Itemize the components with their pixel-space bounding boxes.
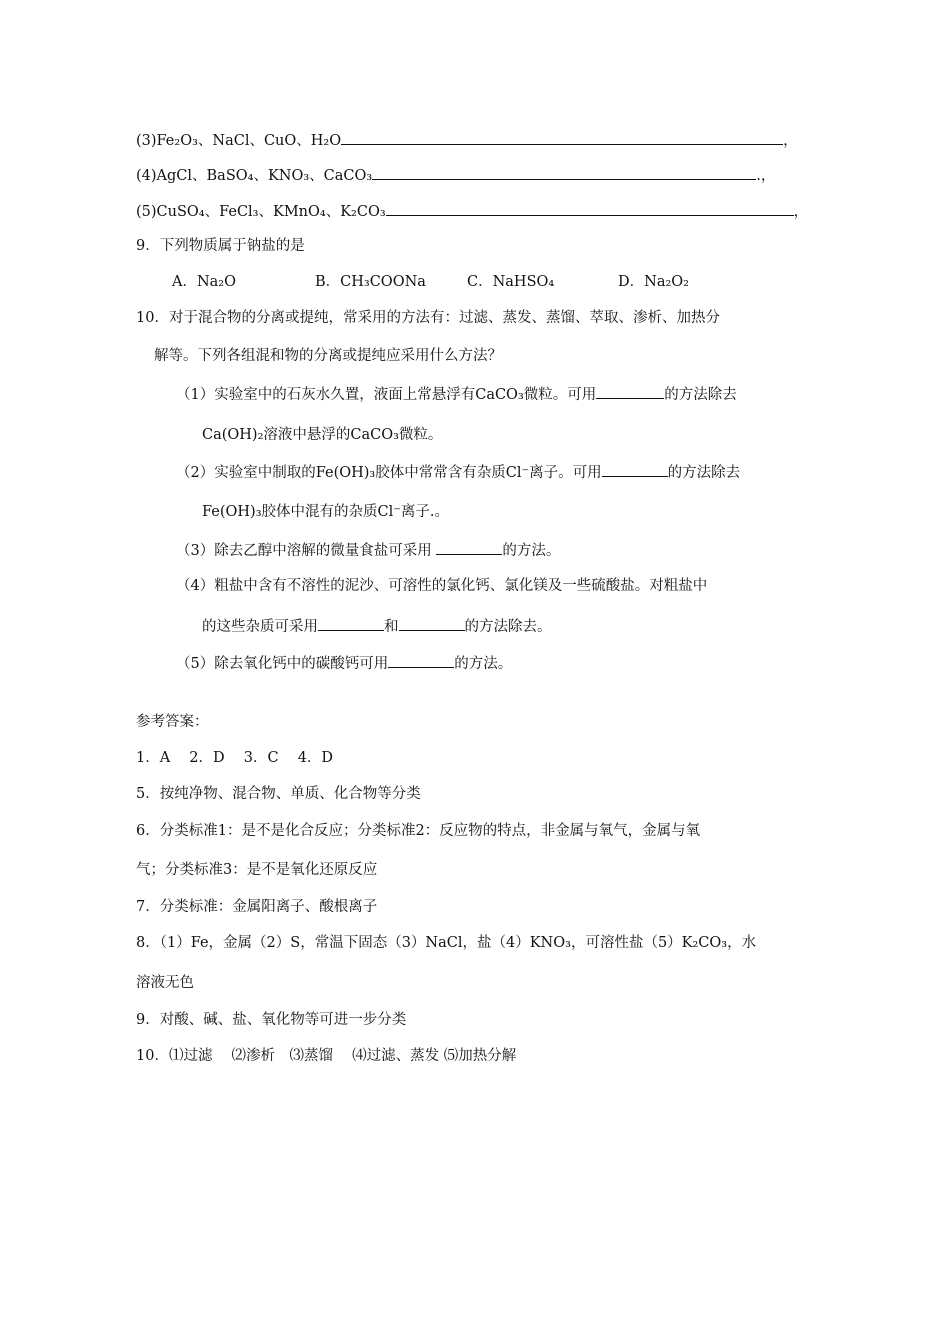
q10-sub-2-tail: 的方法除去 <box>667 465 741 481</box>
q10-sub-1-tail: 的方法除去 <box>664 387 737 403</box>
q10-sub-1-text: （1）实验室中的石灰水久置，液面上常悬浮有CaCO₃微粒。可用 <box>176 387 597 403</box>
answers-heading: 参考答案： <box>136 714 209 730</box>
q10-sub-2 <box>176 462 740 483</box>
answer-blank[interactable] <box>388 653 454 668</box>
q10-sub-3-text: （3）除去乙醇中溶解的微量食盐可采用 <box>176 543 437 559</box>
q8-item-5-comma: ， <box>793 204 809 220</box>
q10-stem-line-1: 10．对于混合物的分离或提纯，常采用的方法有：过滤、蒸发、蒸馏、萃取、渗析、加热分 <box>136 310 720 326</box>
q9-stem: 9．下列物质属于钠盐的是 <box>136 238 305 254</box>
q10-sub-5-text: （5）除去氧化钙中的碳酸钙可用 <box>176 656 389 672</box>
answer-6-line-2: 气；分类标准3：是不是氧化还原反应 <box>136 862 378 878</box>
q8-item-4 <box>136 165 775 186</box>
q10-sub-2-text: （2）实验室中制取的Fe(OH)₃胶体中常常含有杂质Cl⁻离子。可用 <box>176 465 602 481</box>
q8-item-4-comma: .， <box>756 168 776 184</box>
q9-option-b[interactable]: B．CH₃COONa <box>315 274 426 290</box>
answer-9: 9．对酸、碱、盐、氧化物等可进一步分类 <box>136 1012 407 1028</box>
q10-sub-4-cont <box>202 616 552 637</box>
answer-blank[interactable] <box>399 616 465 631</box>
q10-stem-line-2: 解等。下列各组混和物的分离或提纯应采用什么方法？ <box>154 348 502 364</box>
answer-10: 10．⑴过滤 ⑵渗析 ⑶蒸馏 ⑷过滤、蒸发 ⑸加热分解 <box>136 1048 517 1064</box>
answer-5: 5．按纯净物、混合物、单质、化合物等分类 <box>136 786 421 802</box>
answer-8-line-1: 8．（1）Fe，金属（2）S，常温下固态（3）NaCl，盐（4）KNO₃，可溶性盐（5）K₂CO₃，水 <box>136 935 757 951</box>
q8-item-3 <box>136 130 798 151</box>
answer-blank[interactable] <box>318 616 384 631</box>
q10-sub-4-tail: 的方法除去。 <box>464 619 552 635</box>
q8-item-5 <box>136 201 808 222</box>
q10-sub-2-cont: Fe(OH)₃胶体中混有的杂质Cl⁻离子.。 <box>202 504 450 520</box>
answer-1-4: 1．A 2．D 3．C 4．D <box>136 750 334 766</box>
answer-blank[interactable] <box>372 165 756 180</box>
q9-option-c[interactable]: C．NaHSO₄ <box>467 274 555 290</box>
answer-blank[interactable] <box>341 130 783 145</box>
q8-item-3-text: (3)Fe₂O₃、NaCl、CuO、H₂O <box>136 133 342 149</box>
q10-sub-1-cont: Ca(OH)₂溶液中悬浮的CaCO₃微粒。 <box>202 427 443 443</box>
q10-sub-5-tail: 的方法。 <box>454 656 513 672</box>
answer-blank[interactable] <box>602 462 668 477</box>
q10-sub-5 <box>176 653 512 674</box>
q10-sub-4: （4）粗盐中含有不溶性的泥沙、可溶性的氯化钙、氯化镁及一些硫酸盐。对粗盐中 <box>176 578 708 594</box>
answer-blank[interactable] <box>436 540 502 555</box>
q10-sub-4-and: 和 <box>384 619 399 635</box>
q10-sub-1 <box>176 384 737 405</box>
q8-item-4-text: (4)AgCl、BaSO₄、KNO₃、CaCO₃ <box>136 168 373 184</box>
q8-item-3-comma: ， <box>783 133 798 149</box>
answer-blank[interactable] <box>386 201 794 216</box>
q9-option-d[interactable]: D．Na₂O₂ <box>618 274 689 290</box>
q10-sub-4-text: 的这些杂质可采用 <box>202 619 318 635</box>
answer-8-line-2: 溶液无色 <box>136 975 194 991</box>
q10-sub-3-tail: 的方法。 <box>502 543 561 559</box>
q10-sub-3 <box>176 540 560 561</box>
q8-item-5-text: (5)CuSO₄、FeCl₃、KMnO₄、K₂CO₃ <box>136 204 386 220</box>
q9-option-a[interactable]: A．Na₂O <box>172 274 237 290</box>
answer-blank[interactable] <box>596 384 664 399</box>
answer-6-line-1: 6．分类标准1：是不是化合反应；分类标准2：反应物的特点，非金属与氧气，金属与氧 <box>136 823 701 839</box>
answer-7: 7．分类标准：金属阳离子、酸根离子 <box>136 899 378 915</box>
